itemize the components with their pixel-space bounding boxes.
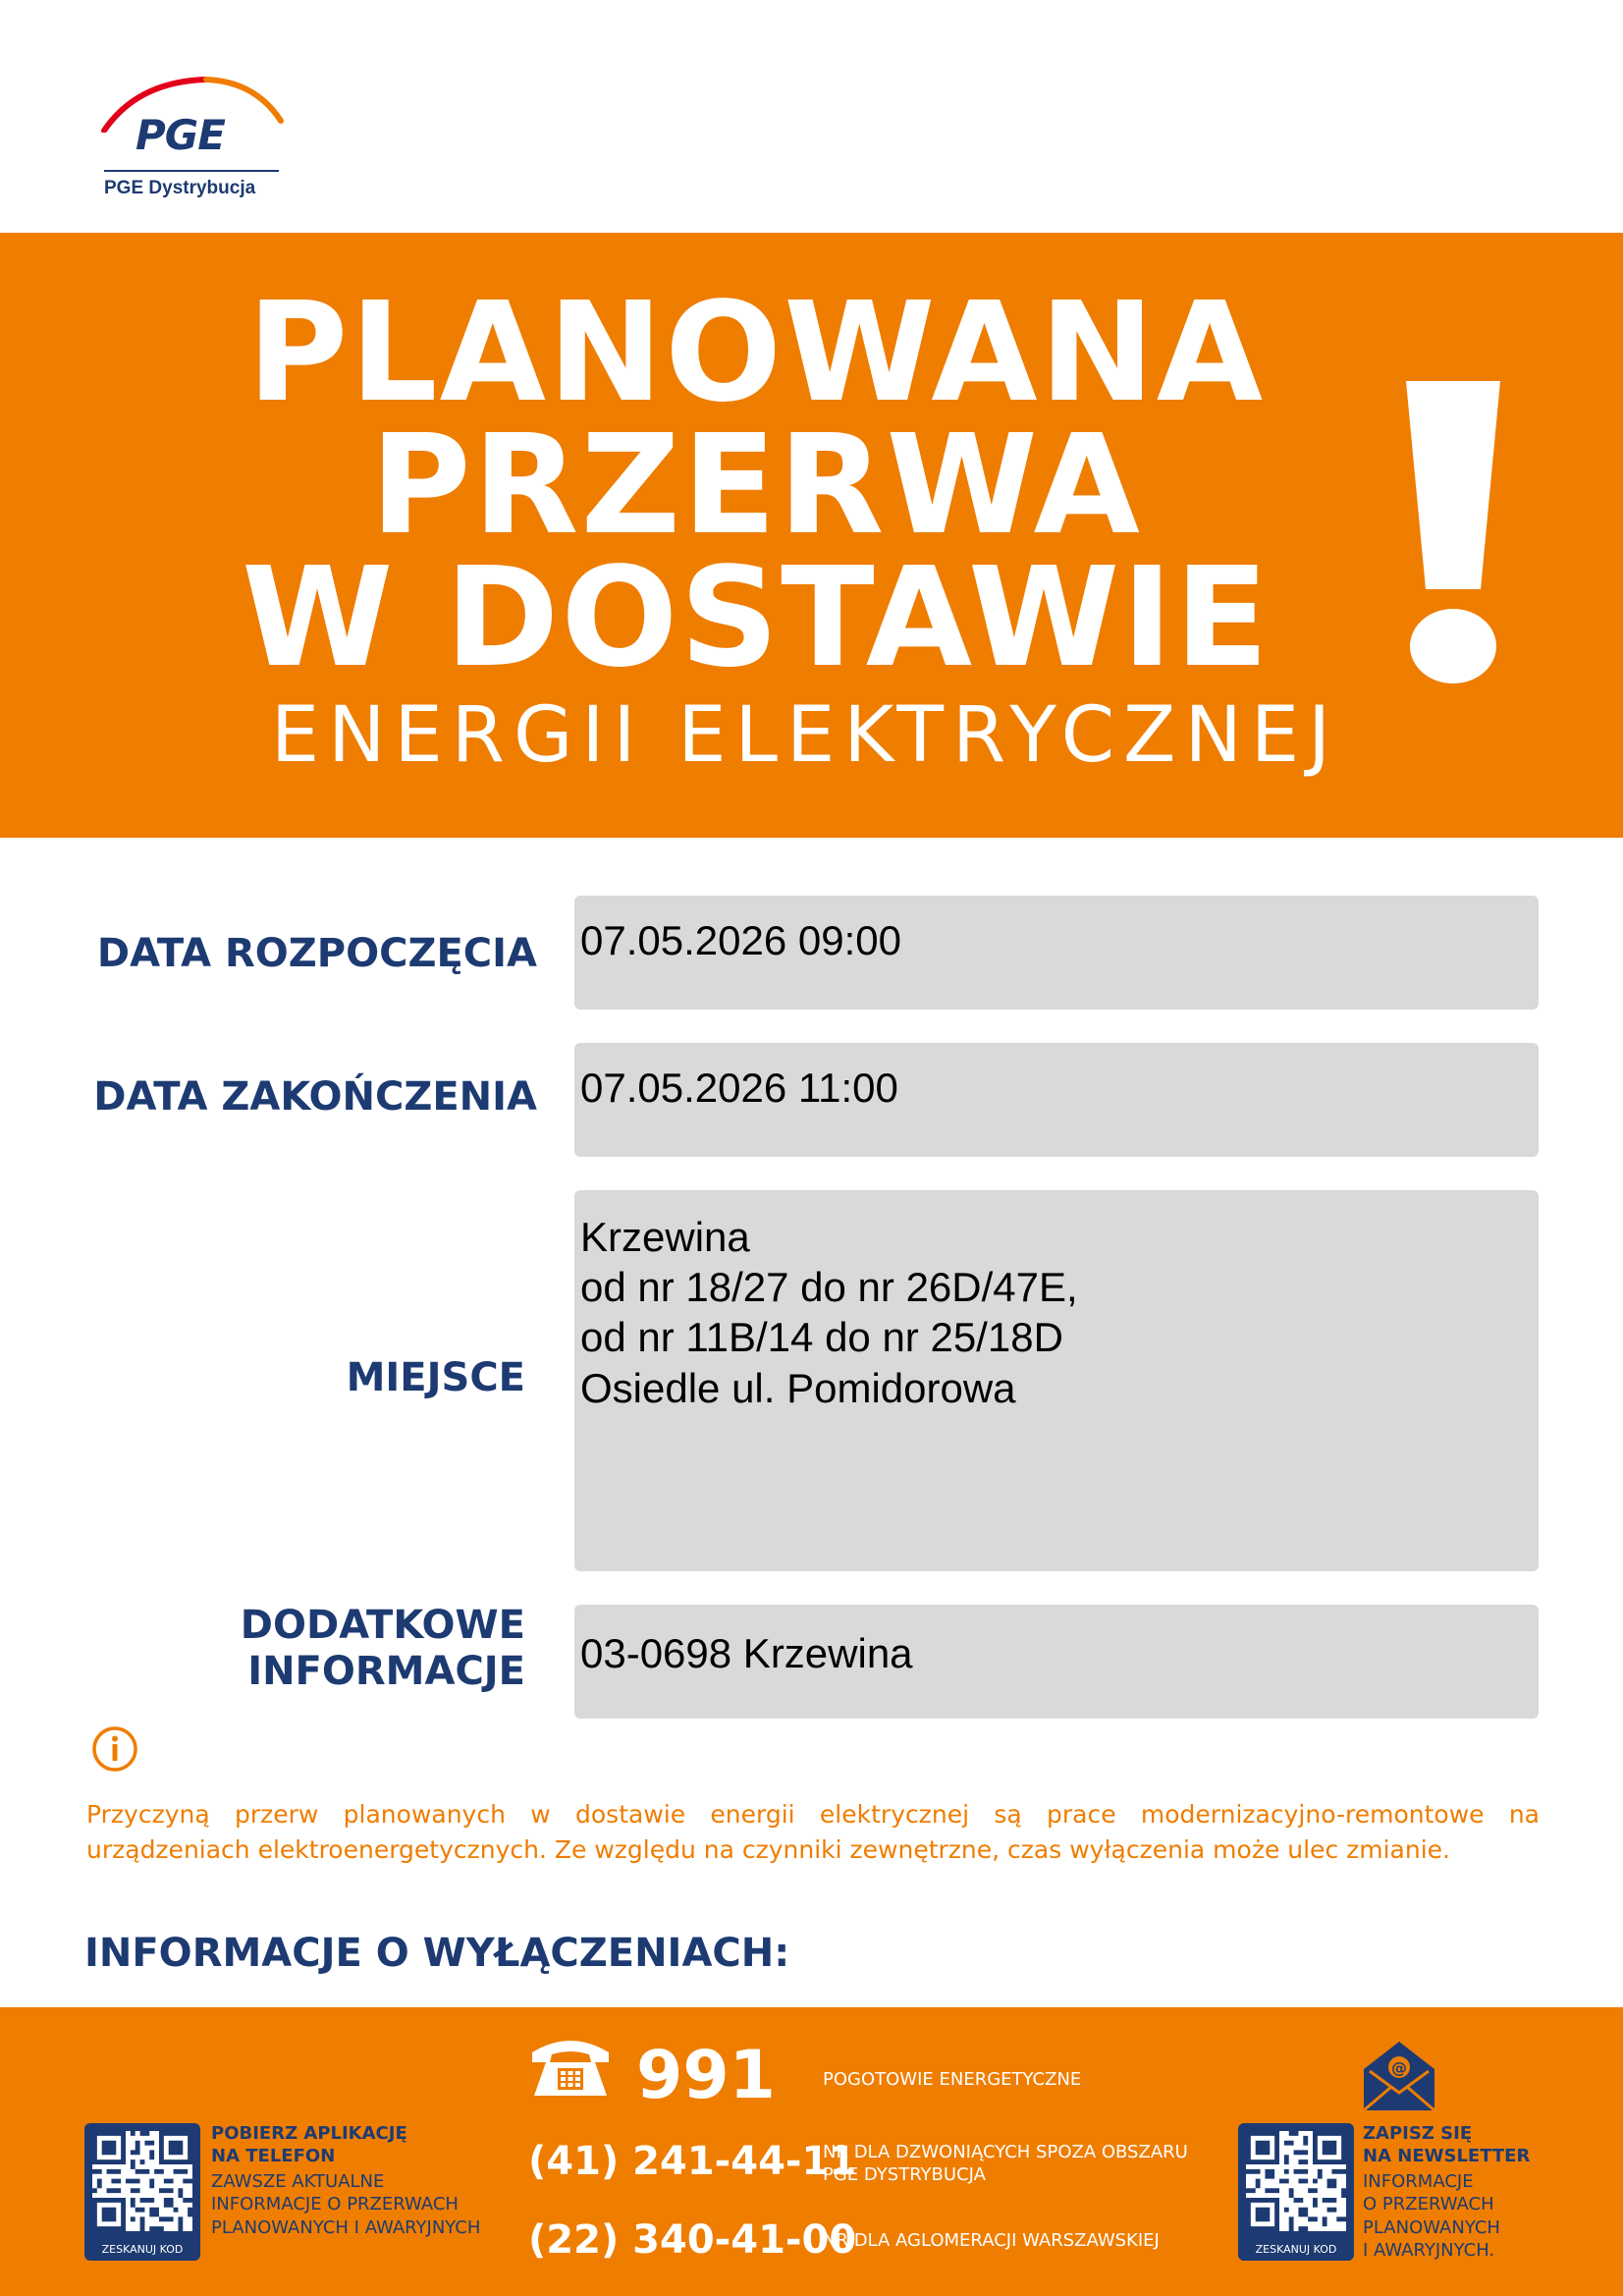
title-line-4: ENERGII ELEKTRYCZNEJ — [270, 691, 1340, 780]
place-line-2: od nr 18/27 do nr 26D/47E, — [580, 1264, 1078, 1311]
phone-number-3-description: NR DLA AGLOMERACJI WARSZAWSKIEJ — [823, 2230, 1160, 2251]
start-date-label: DATA ROZPOCZĘCIA — [96, 931, 537, 976]
app-heading — [211, 2123, 407, 2167]
app-qr-caption: ZESKANUJ KOD — [101, 2243, 184, 2256]
svg-text:@: @ — [1391, 2058, 1407, 2077]
notice-text: Przyczyną przerw planowanych w dostawie energii elektrycznej są prace modernizacyjno-remontowe na urządzeniach elektroenergetycznych. Ze względu na czynniki zewnętrzne, czas wyłączenia może ulec zmianie. — [86, 1800, 1540, 1864]
newsletter-description-line-1: INFORMACJE — [1363, 2171, 1474, 2192]
app-description-line-1: ZAWSZE AKTUALNE — [211, 2171, 385, 2192]
end-date-label: DATA ZAKOŃCZENIA — [93, 1074, 537, 1120]
extra-info-label — [241, 1603, 525, 1695]
emergency-description: POGOTOWIE ENERGETYCZNE — [823, 2069, 1082, 2090]
newsletter-heading-line-1: ZAPISZ SIĘ — [1363, 2123, 1473, 2144]
title-line-3: W DOSTAWIE — [241, 538, 1271, 698]
extra-info-label-line-2: INFORMACJE — [247, 1649, 525, 1695]
company-name: PGE Dystrybucja — [104, 178, 256, 198]
place-label: MIEJSCE — [346, 1355, 525, 1400]
phone-number-2[interactable]: (41) 241-44-11 — [528, 2139, 857, 2184]
place-line-1: Krzewina — [580, 1214, 750, 1260]
pge-logo — [98, 74, 285, 206]
app-qr-code[interactable] — [84, 2123, 200, 2261]
envelope-at-icon — [1360, 2038, 1438, 2114]
qr-pattern-icon — [92, 2131, 192, 2231]
phone-number-3[interactable]: (22) 340-41-00 — [528, 2217, 857, 2263]
place-line-4: Osiedle ul. Pomidorowa — [580, 1364, 1016, 1411]
phone-number-2-description-line-2: PGE DYSTRYBUCJA — [823, 2164, 986, 2186]
start-date-value: 07.05.2026 09:00 — [580, 917, 901, 963]
newsletter-heading — [1363, 2123, 1530, 2167]
app-description — [211, 2170, 480, 2239]
newsletter-description — [1363, 2170, 1500, 2263]
exclamation-icon — [1394, 373, 1512, 687]
app-description-line-2: INFORMACJE O PRZERWACH — [211, 2194, 459, 2215]
newsletter-qr-caption: ZESKANUJ KOD — [1255, 2243, 1337, 2256]
app-description-line-3: PLANOWANYCH I AWARYJNYCH — [211, 2216, 481, 2238]
app-heading-line-2: NA TELEFON — [211, 2145, 336, 2166]
title-line-2: PRZERWA — [370, 406, 1142, 566]
end-date-value: 07.05.2026 11:00 — [580, 1065, 898, 1111]
phone-number-2-description — [823, 2141, 1188, 2187]
telephone-icon — [528, 2033, 613, 2102]
extra-info-value: 03-0698 Krzewina — [580, 1630, 913, 1676]
section-title: INFORMACJE O WYŁĄCZENIACH: — [84, 1931, 790, 1976]
logo-divider — [104, 170, 279, 172]
logo-wordmark: PGE — [135, 111, 225, 159]
start-date-value-box — [574, 896, 1539, 1010]
emergency-number[interactable]: 991 — [636, 2037, 776, 2114]
extra-info-label-line-1: DODATKOWE — [240, 1603, 525, 1648]
place-line-3: od nr 11B/14 do nr 25/18D — [580, 1314, 1063, 1361]
newsletter-description-line-2: O PRZERWACH — [1363, 2194, 1494, 2215]
newsletter-description-line-4: I AWARYJNYCH. — [1363, 2240, 1495, 2262]
phone-number-2-description-line-1: NR DLA DZWONIĄCYCH SPOZA OBSZARU — [823, 2142, 1188, 2162]
title-line-1: PLANOWANA — [246, 273, 1266, 433]
place-value-box — [574, 1190, 1539, 1571]
end-date-value-box — [574, 1043, 1539, 1157]
app-heading-line-1: POBIERZ APLIKACJĘ — [211, 2123, 407, 2144]
newsletter-description-line-3: PLANOWANYCH — [1363, 2216, 1500, 2238]
qr-pattern-icon — [1246, 2131, 1346, 2231]
info-icon — [90, 1724, 139, 1774]
newsletter-qr-code[interactable] — [1238, 2123, 1354, 2261]
extra-info-value-box — [574, 1605, 1539, 1719]
newsletter-heading-line-2: NA NEWSLETTER — [1363, 2145, 1531, 2166]
